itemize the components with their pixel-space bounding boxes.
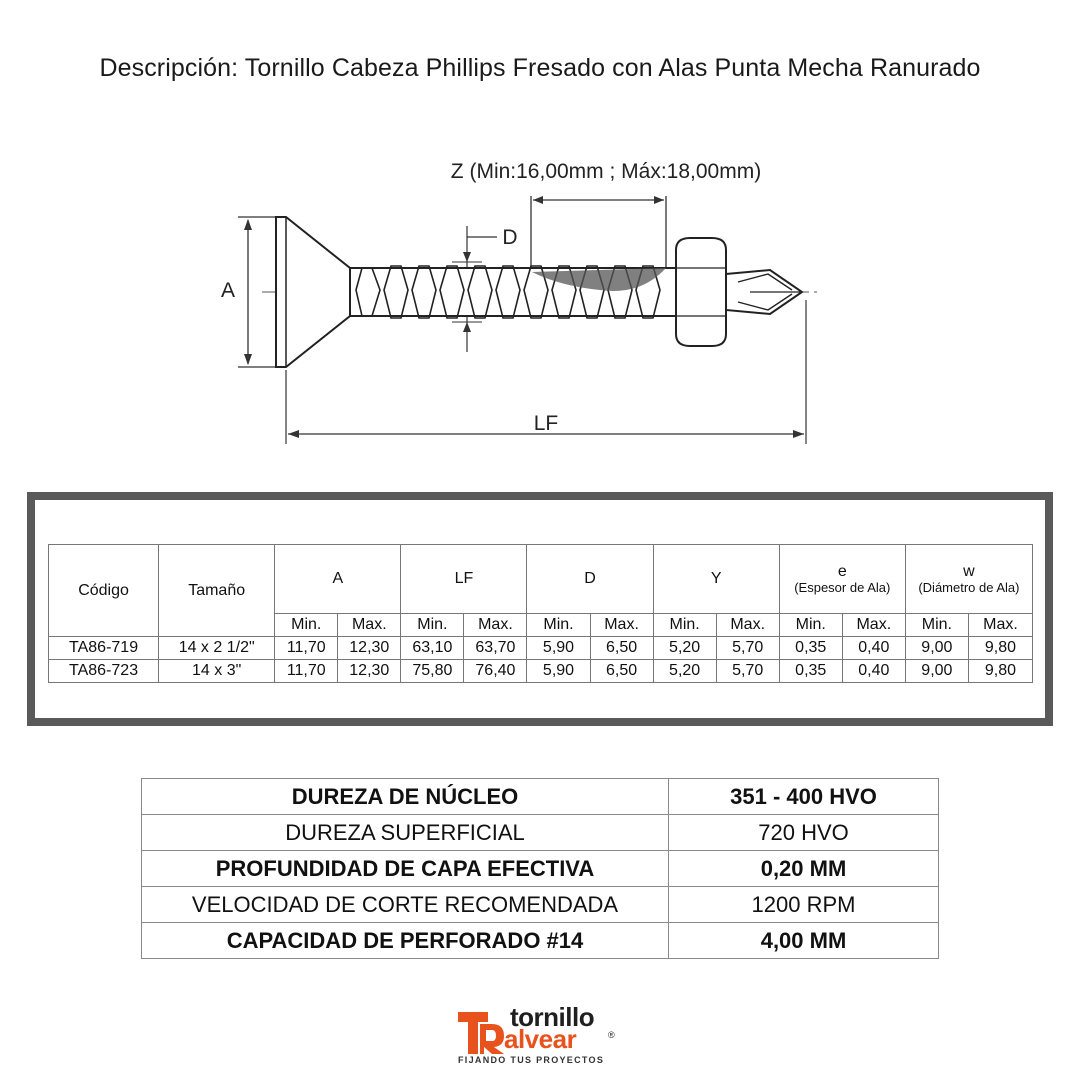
lf-dimension-label: LF	[533, 412, 559, 435]
cell-value: 6,50	[590, 660, 653, 683]
property-name: DUREZA SUPERFICIAL	[142, 815, 669, 851]
logo-registered-mark: ®	[608, 1030, 615, 1040]
cell-value: 5,20	[653, 660, 716, 683]
cell-value: 0,40	[842, 660, 905, 683]
cell-value: 5,20	[653, 637, 716, 660]
cell-value: 11,70	[275, 660, 338, 683]
brand-logo	[458, 1002, 628, 1068]
minmax-cell: Min.	[527, 614, 590, 637]
dimensions-table	[48, 544, 1033, 683]
logo-tagline: FIJANDO TUS PROYECTOS	[458, 1055, 605, 1065]
cell-value: 76,40	[464, 660, 527, 683]
header-e	[779, 545, 905, 614]
property-name: CAPACIDAD DE PERFORADO #14	[142, 923, 669, 959]
header-d: D	[527, 545, 653, 614]
minmax-cell: Min.	[401, 614, 464, 637]
header-y: Y	[653, 545, 779, 614]
property-name: PROFUNDIDAD DE CAPA EFECTIVA	[142, 851, 669, 887]
table-row	[49, 660, 1033, 683]
cell-value: 63,10	[401, 637, 464, 660]
page-title: Descripción: Tornillo Cabeza Phillips Fresado con Alas Punta Mecha Ranurado	[99, 54, 981, 82]
minmax-cell: Min.	[905, 614, 968, 637]
minmax-cell: Min.	[653, 614, 716, 637]
cell-codigo: TA86-723	[49, 660, 159, 683]
cell-value: 0,40	[842, 637, 905, 660]
cell-value: 9,00	[905, 637, 968, 660]
d-dimension-label: D	[502, 226, 518, 249]
property-row	[142, 851, 939, 887]
cell-value: 5,90	[527, 660, 590, 683]
property-row	[142, 815, 939, 851]
cell-value: 63,70	[464, 637, 527, 660]
property-value: 4,00 MM	[669, 923, 939, 959]
minmax-cell: Min.	[275, 614, 338, 637]
minmax-cell: Max.	[338, 614, 401, 637]
cell-value: 0,35	[779, 637, 842, 660]
cell-value: 5,70	[716, 637, 779, 660]
cell-value: 12,30	[338, 660, 401, 683]
property-value: 720 HVO	[669, 815, 939, 851]
minmax-cell: Max.	[464, 614, 527, 637]
header-codigo: Código	[49, 545, 159, 637]
logo-wordmark-line2: alvear	[504, 1024, 577, 1054]
z-dimension-label: Z (Min:16,00mm ; Máx:18,00mm)	[450, 160, 762, 183]
cell-value: 11,70	[275, 637, 338, 660]
minmax-cell: Max.	[590, 614, 653, 637]
header-w-symbol: w	[963, 563, 975, 580]
table-header-row	[49, 545, 1033, 614]
property-name: VELOCIDAD DE CORTE RECOMENDADA	[142, 887, 669, 923]
header-w-subtitle: (Diámetro de Ala)	[918, 580, 1020, 595]
cell-value: 5,70	[716, 660, 779, 683]
table-row	[49, 637, 1033, 660]
a-dimension-label: A	[220, 279, 236, 302]
cell-value: 12,30	[338, 637, 401, 660]
header-e-subtitle: (Espesor de Ala)	[794, 580, 891, 595]
property-value: 1200 RPM	[669, 887, 939, 923]
header-w	[905, 545, 1032, 614]
header-e-symbol: e	[837, 563, 847, 580]
cell-value: 5,90	[527, 637, 590, 660]
cell-value: 6,50	[590, 637, 653, 660]
cell-value: 9,80	[968, 637, 1032, 660]
property-row	[142, 779, 939, 815]
cell-value: 9,00	[905, 660, 968, 683]
logo-wordmark-line1: tornillo	[510, 1002, 595, 1032]
property-name: DUREZA DE NÚCLEO	[142, 779, 669, 815]
property-value: 351 - 400 HVO	[669, 779, 939, 815]
minmax-cell: Max.	[968, 614, 1032, 637]
cell-tamano: 14 x 2 1/2"	[159, 637, 275, 660]
property-row	[142, 887, 939, 923]
property-value: 0,20 MM	[669, 851, 939, 887]
cell-value: 0,35	[779, 660, 842, 683]
minmax-cell: Max.	[716, 614, 779, 637]
header-tamano: Tamaño	[159, 545, 275, 637]
property-row	[142, 923, 939, 959]
properties-table	[141, 778, 939, 959]
cell-tamano: 14 x 3"	[159, 660, 275, 683]
logo-mark-icon	[458, 1012, 508, 1056]
cell-value: 9,80	[968, 660, 1032, 683]
minmax-cell: Min.	[779, 614, 842, 637]
header-a: A	[275, 545, 401, 614]
screw-technical-drawing	[0, 0, 1080, 470]
minmax-cell: Max.	[842, 614, 905, 637]
cell-codigo: TA86-719	[49, 637, 159, 660]
cell-value: 75,80	[401, 660, 464, 683]
header-lf: LF	[401, 545, 527, 614]
